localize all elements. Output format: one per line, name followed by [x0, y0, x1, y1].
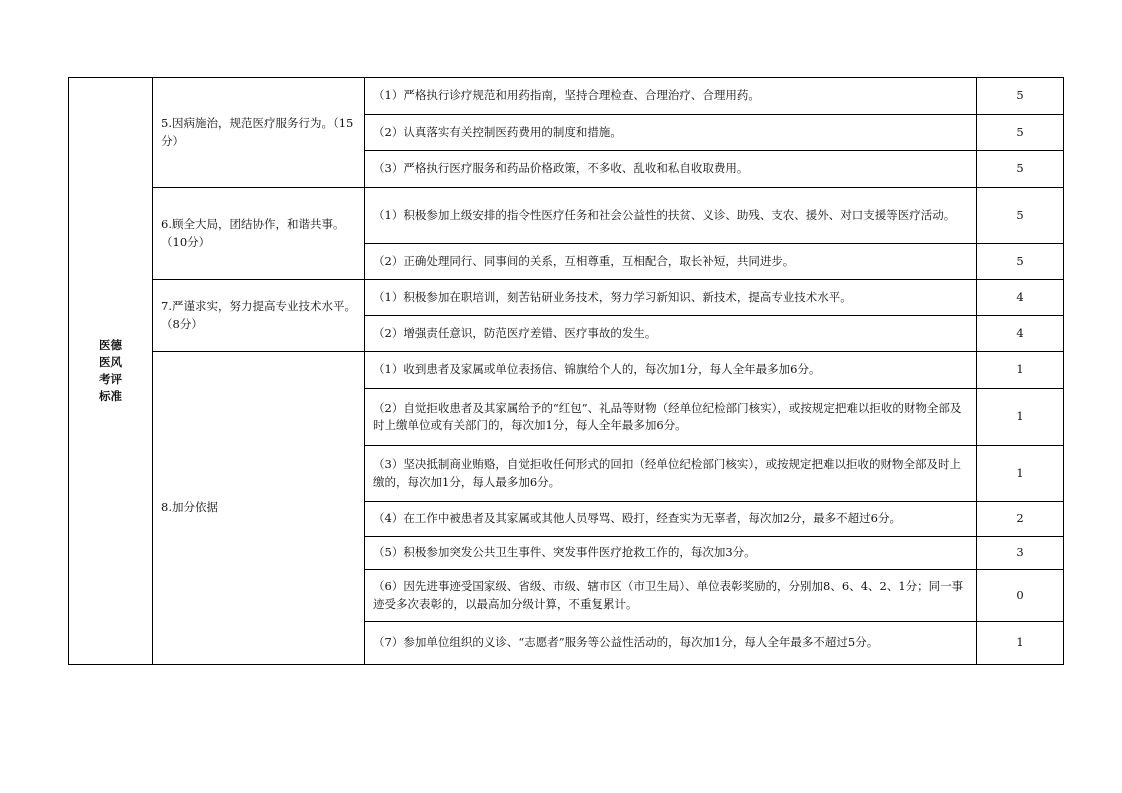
section-5-item-2-score: 5 [977, 115, 1064, 151]
section-6-item-1: （1）积极参加上级安排的指令性医疗任务和社会公益性的扶贫、义诊、助残、支农、援外、对口支援等医疗活动。 [365, 188, 977, 244]
section-8-item-2-score: 1 [977, 389, 1064, 446]
section-6-title: 6.顾全大局，团结协作，和谐共事。（10分） [153, 188, 365, 280]
section-8-item-1-score: 1 [977, 352, 1064, 389]
category-cell [69, 78, 153, 665]
criteria-table [68, 77, 1064, 665]
category-label: 医德医风考评标准 [99, 337, 122, 404]
section-7-item-1: （1）积极参加在职培训，刻苦钻研业务技术，努力学习新知识、新技术，提高专业技术水平。 [365, 280, 977, 316]
section-8-item-2: （2）自觉拒收患者及其家属给予的“红包”、礼品等财物（经单位纪检部门核实），或按规定把难以拒收的财物全部及时上缴单位或有关部门的，每次加1分，每人全年最多加6分。 [365, 389, 977, 446]
section-8-item-4-score: 2 [977, 502, 1064, 537]
section-8-item-3: （3）坚决抵制商业贿赂，自觉拒收任何形式的回扣（经单位纪检部门核实），或按规定把难以拒收的财物全部及时上缴的，每次加1分，每人最多加6分。 [365, 446, 977, 502]
section-8-title: 8.加分依据 [153, 352, 365, 665]
section-8-item-5-score: 3 [977, 537, 1064, 570]
section-7-title: 7.严谨求实，努力提高专业技术水平。（8分） [153, 280, 365, 352]
section-8-item-6-score: 0 [977, 570, 1064, 622]
section-5-item-1-score: 5 [977, 78, 1064, 115]
section-8-item-1: （1）收到患者及家属或单位表扬信、锦旗给个人的，每次加1分，每人全年最多加6分。 [365, 352, 977, 389]
section-8-item-7: （7）参加单位组织的义诊、“志愿者”服务等公益性活动的，每次加1分，每人全年最多不超过5分。 [365, 622, 977, 665]
section-6-item-2: （2）正确处理同行、同事间的关系，互相尊重，互相配合，取长补短，共同进步。 [365, 244, 977, 280]
section-5-item-3: （3）严格执行医疗服务和药品价格政策，不多收、乱收和私自收取费用。 [365, 151, 977, 188]
section-6-item-1-score: 5 [977, 188, 1064, 244]
section-6-item-2-score: 5 [977, 244, 1064, 280]
section-8-item-6: （6）因先进事迹受国家级、省级、市级、辖市区（市卫生局）、单位表彰奖励的，分别加8、6、4、2、1分；同一事迹受多次表彰的，以最高加分级计算，不重复累计。 [365, 570, 977, 622]
section-8-item-7-score: 1 [977, 622, 1064, 665]
section-5-item-1: （1）严格执行诊疗规范和用药指南，坚持合理检查、合理治疗、合理用药。 [365, 78, 977, 115]
section-7-item-1-score: 4 [977, 280, 1064, 316]
section-8-item-3-score: 1 [977, 446, 1064, 502]
section-7-item-2-score: 4 [977, 316, 1064, 352]
section-8-item-4: （4）在工作中被患者及其家属或其他人员辱骂、殴打，经查实为无辜者，每次加2分，最多不超过6分。 [365, 502, 977, 537]
section-7-item-2: （2）增强责任意识，防范医疗差错、医疗事故的发生。 [365, 316, 977, 352]
section-8-item-5: （5）积极参加突发公共卫生事件、突发事件医疗抢救工作的，每次加3分。 [365, 537, 977, 570]
section-5-item-2: （2）认真落实有关控制医药费用的制度和措施。 [365, 115, 977, 151]
section-5-item-3-score: 5 [977, 151, 1064, 188]
section-5-title: 5.因病施治，规范医疗服务行为。（15分） [153, 78, 365, 188]
